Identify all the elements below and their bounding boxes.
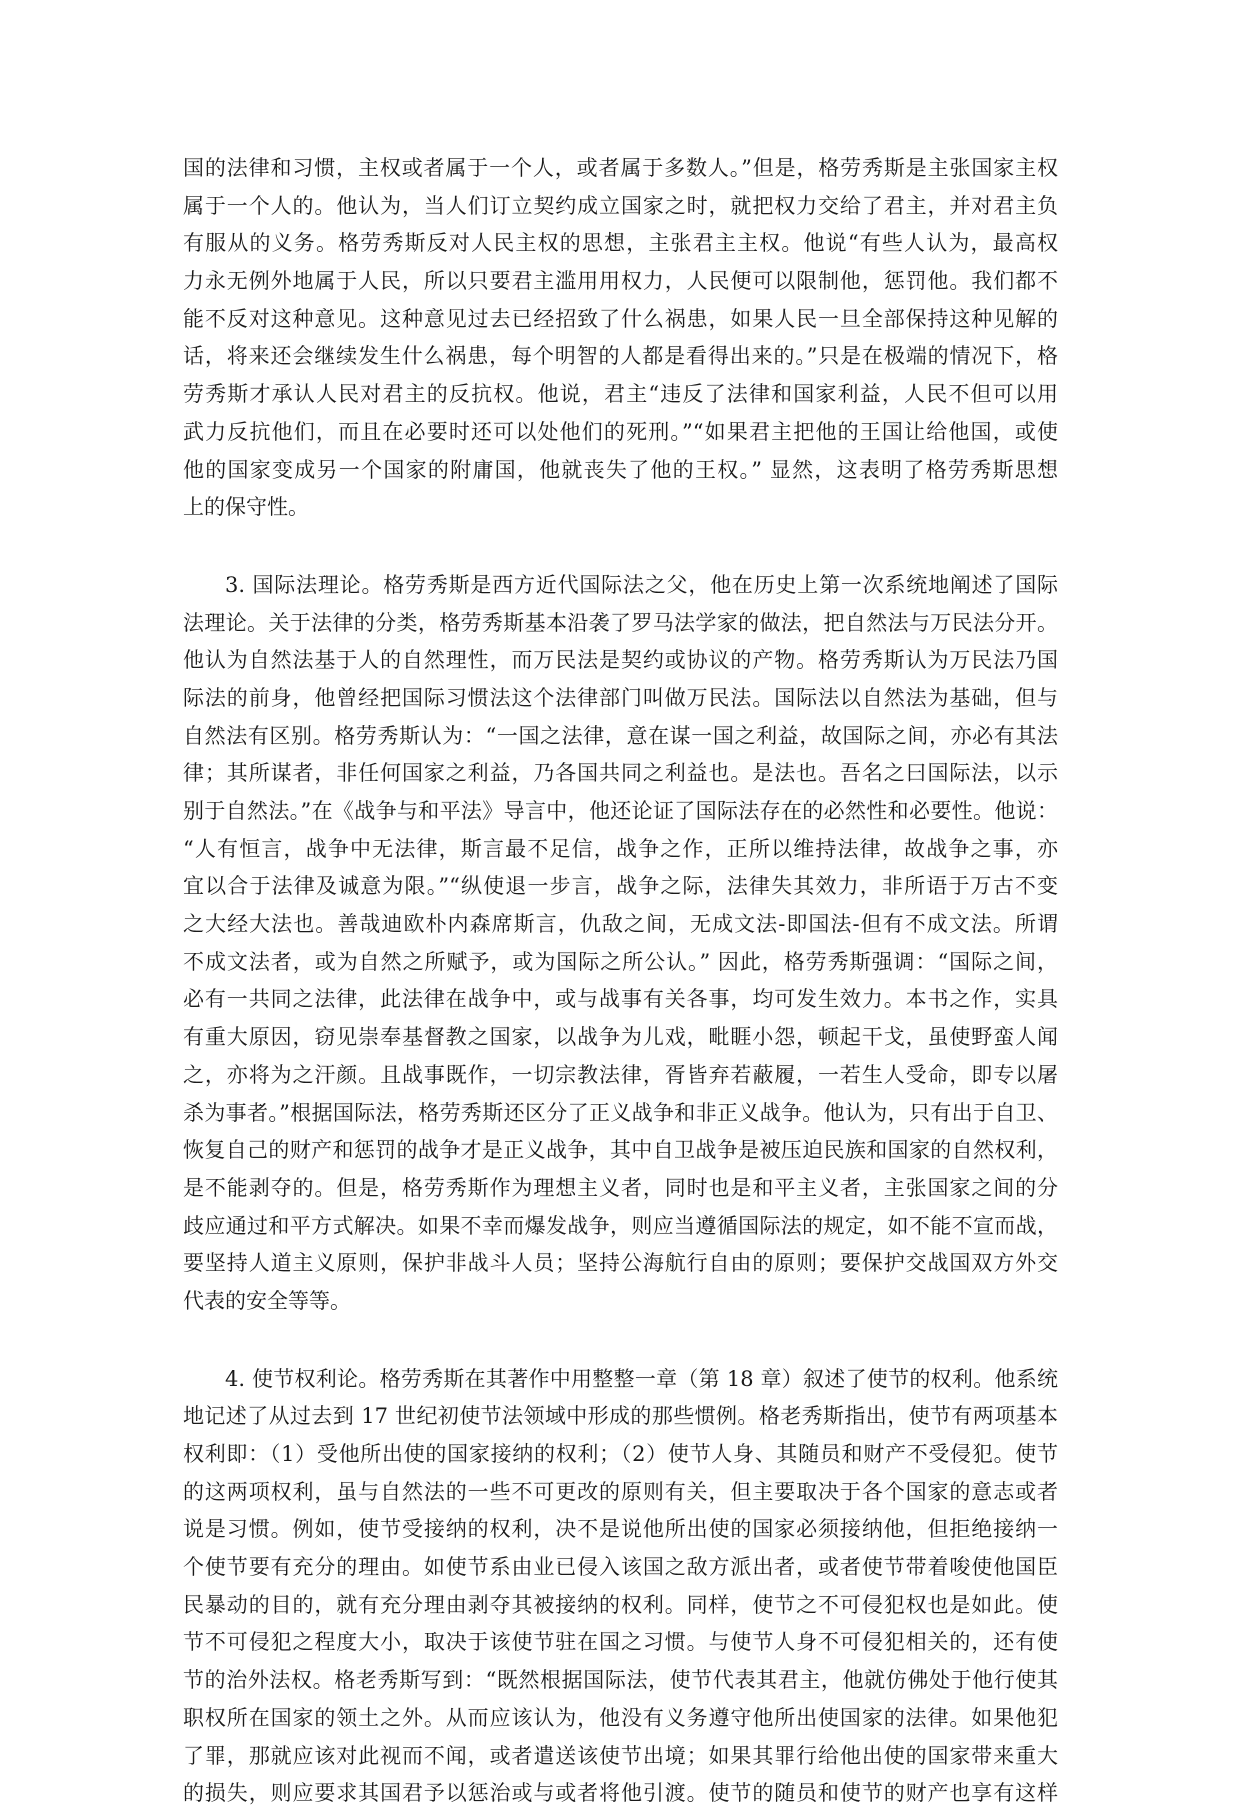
text-line: 别于自然法。”在《战争与和平法》导言中，他还论证了国际法存在的必然性和必要性。他说： <box>183 799 1058 823</box>
paragraph-gap <box>183 1321 1058 1361</box>
text-line: 不成文法者，或为自然之所赋予，或为国际之所公认。” 因此，格劳秀斯强调：“国际之间， <box>183 949 1058 974</box>
paragraph-sovereignty <box>183 150 1058 527</box>
text-line: 的损失，则应要求其国君予以惩治或与或者将他引渡。使节的随员和使节的财产也享有这样 <box>183 1781 1058 1806</box>
text-line: 地记述了从过去到 17 世纪初使节法领域中形成的那些惯例。格老秀斯指出，使节有两项基本 <box>183 1404 1058 1429</box>
section-heading-line: 3. 国际法理论。格劳秀斯是西方近代国际法之父，他在历史上第一次系统地阐述了国际 <box>225 572 1058 597</box>
text-line: 职权所在国家的领土之外。从而应该认为，他没有义务遵守他所出使国家的法律。如果他犯 <box>183 1705 1058 1730</box>
text-line: 说是习惯。例如，使节受接纳的权利，决不是说他所出使的国家必须接纳他，但拒绝接纳一 <box>183 1517 1058 1542</box>
text-line: 国的法律和习惯，主权或者属于一个人，或者属于多数人。”但是，格劳秀斯是主张国家主权 <box>183 156 1058 180</box>
text-line: 律；其所谋者，非任何国家之利益，乃各国共同之利益也。是法也。吾名之曰国际法，以示 <box>183 761 1058 786</box>
text-line: 之大经大法也。善哉迪欧朴内森席斯言，仇敌之间，无成文法-即国法-但有不成文法。所谓 <box>183 912 1058 937</box>
paragraph-international-law <box>183 567 1058 1321</box>
text-line: 权利即：（1）受他所出使的国家接纳的权利；（2）使节人身、其随员和财产不受侵犯。使节 <box>183 1442 1058 1466</box>
text-line: 能不反对这种意见。这种意见过去已经招致了什么祸患，如果人民一旦全部保持这种见解的 <box>183 306 1058 331</box>
text-line: 民暴动的目的，就有充分理由剥夺其被接纳的权利。同样，使节之不可侵犯权也是如此。使 <box>183 1592 1058 1617</box>
text-line: 要坚持人道主义原则，保护非战斗人员；坚持公海航行自由的原则；要保护交战国双方外交 <box>183 1251 1058 1276</box>
text-line: 节不可侵犯之程度大小，取决于该使节驻在国之习惯。与使节人身不可侵犯相关的，还有使 <box>183 1630 1058 1655</box>
text-line: 他的国家变成另一个国家的附庸国，他就丧失了他的王权。” 显然，这表明了格劳秀斯思想 <box>183 457 1058 482</box>
text-line: 有重大原因，窃见崇奉基督教之国家，以战争为儿戏，毗睚小怨，顿起干戈，虽使野蛮人闻 <box>183 1025 1058 1050</box>
text-line: 武力反抗他们，而且在必要时还可以处他们的死刑。”“如果君主把他的王国让给他国，或使 <box>183 419 1058 444</box>
text-line: 代表的安全等等。 <box>183 1288 351 1313</box>
paragraph-gap <box>183 527 1058 567</box>
text-line: 自然法有区别。格劳秀斯认为：“一国之法律，意在谋一国之利益，故国际之间，亦必有其法 <box>183 723 1058 748</box>
text-line: 歧应通过和平方式解决。如果不幸而爆发战争，则应当遵循国际法的规定，如不能不宣而战， <box>183 1213 1058 1238</box>
text-line: 的这两项权利，虽与自然法的一些不可更改的原则有关，但主要取决于各个国家的意志或者 <box>183 1479 1058 1504</box>
text-line: 法理论。关于法律的分类，格劳秀斯基本沿袭了罗马法学家的做法，把自然法与万民法分开。 <box>183 610 1058 635</box>
text-line: 恢复自己的财产和惩罚的战争才是正义战争，其中自卫战争是被压迫民族和国家的自然权利， <box>183 1138 1058 1163</box>
text-line: 个使节要有充分的理由。如使节系由业已侵入该国之敌方派出者，或者使节带着唆使他国臣 <box>183 1555 1058 1580</box>
text-line: 有服从的义务。格劳秀斯反对人民主权的思想，主张君主主权。他说“有些人认为，最高权 <box>183 231 1058 256</box>
document-page <box>183 150 1058 1813</box>
text-line: 必有一共同之法律，此法律在战争中，或与战事有关各事，均可发生效力。本书之作，实具 <box>183 987 1058 1012</box>
text-line: 属于一个人的。他认为，当人们订立契约成立国家之时，就把权力交给了君主，并对君主负 <box>183 193 1058 218</box>
text-line: 他认为自然法基于人的自然理性，而万民法是契约或协议的产物。格劳秀斯认为万民法乃国 <box>183 648 1058 673</box>
text-line: 之，亦将为之汗颜。且战事既作，一切宗教法律，胥皆弃若蔽履，一若生人受命，即专以屠 <box>183 1062 1058 1087</box>
text-line: 话，将来还会继续发生什么祸患，每个明智的人都是看得出来的。”只是在极端的情况下，格 <box>183 344 1058 369</box>
text-line: 力永无例外地属于人民，所以只要君主滥用用权力，人民便可以限制他，惩罚他。我们都不 <box>183 269 1058 294</box>
section-heading-line: 4. 使节权利论。格劳秀斯在其著作中用整整一章（第 18 章）叙述了使节的权利。他系统 <box>225 1366 1058 1391</box>
paragraph-envoy-rights <box>183 1361 1058 1813</box>
text-line: 杀为事者。”根据国际法，格劳秀斯还区分了正义战争和非正义战争。他认为，只有出于自卫、 <box>183 1100 1058 1125</box>
text-line: “人有恒言，战争中无法律，斯言最不足信，战争之作，正所以维持法律，故战争之事，亦 <box>183 836 1058 861</box>
text-line: 节的治外法权。格老秀斯写到：“既然根据国际法，使节代表其君主，他就仿佛处于他行使其 <box>183 1668 1058 1693</box>
text-line: 际法的前身，他曾经把国际习惯法这个法律部门叫做万民法。国际法以自然法为基础，但与 <box>183 685 1058 710</box>
text-line: 是不能剥夺的。但是，格劳秀斯作为理想主义者，同时也是和平主义者，主张国家之间的分 <box>183 1175 1058 1200</box>
text-line: 宜以合于法律及诚意为限。”“纵使退一步言，战争之际，法律失其效力，非所语于万古不变 <box>183 874 1058 899</box>
text-line: 劳秀斯才承认人民对君主的反抗权。他说，君主“违反了法律和国家利益，人民不但可以用 <box>183 382 1058 407</box>
text-line: 上的保守性。 <box>183 495 309 520</box>
text-line: 了罪，那就应该对此视而不闻，或者遣送该使节出境；如果其罪行给他出使的国家带来重大 <box>183 1743 1058 1768</box>
